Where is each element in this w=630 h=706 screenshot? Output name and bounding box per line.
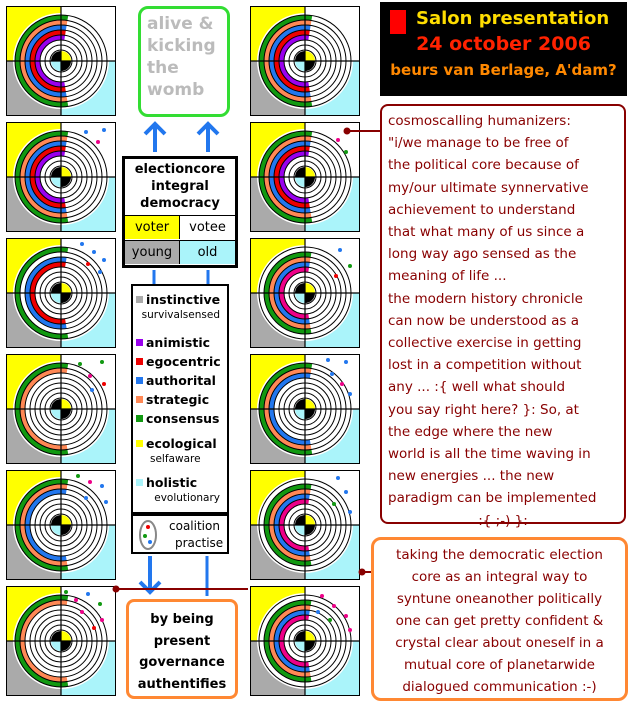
arrow-up-left-icon xyxy=(145,124,165,152)
scatter-dot xyxy=(338,248,342,252)
scatter-dot xyxy=(100,484,104,488)
quote-line: you say right here? }: So, at xyxy=(388,401,579,418)
scatter-dot xyxy=(336,476,340,480)
scatter-dot xyxy=(78,362,82,366)
arrow-up-right-icon xyxy=(198,124,218,152)
auth-line: present xyxy=(153,633,211,649)
scatter-dot xyxy=(348,510,352,514)
quote-line: that what many of us since a xyxy=(388,224,585,241)
circle-diagram-tile xyxy=(250,122,360,232)
scatter-dot xyxy=(64,590,68,594)
auth-line: governance xyxy=(139,655,225,670)
circle-diagram-tile xyxy=(6,470,116,580)
coalition-ellipse-icon xyxy=(137,518,159,552)
legend-item-strategic: strategic xyxy=(136,390,224,409)
scatter-dot xyxy=(336,138,340,142)
scatter-dot xyxy=(344,490,348,494)
legend-item-instinctive: instinctive xyxy=(136,290,224,309)
cell-voter: voter xyxy=(125,215,180,239)
swatch-icon xyxy=(136,339,143,346)
scatter-dot xyxy=(316,610,320,614)
swatch-icon xyxy=(136,479,143,486)
arrow-down-left-icon xyxy=(140,556,160,592)
scatter-dot xyxy=(98,602,102,606)
legend-item-authorital: authorital xyxy=(136,371,224,390)
democracy-line: one can get pretty confident & xyxy=(395,613,604,629)
quote-line: meaning of life ... xyxy=(388,268,507,285)
scatter-dot xyxy=(344,360,348,364)
scatter-dot xyxy=(96,140,100,144)
legend-sub-selfaware: selfaware xyxy=(150,453,201,465)
scatter-dot xyxy=(102,128,106,132)
scatter-dot xyxy=(86,262,90,266)
quote-line: long way ago sensed as the xyxy=(388,246,577,263)
election-core-title: electioncore integral democracy xyxy=(134,162,226,211)
legend-item-ecological: ecological xyxy=(136,434,224,453)
scatter-dot xyxy=(340,382,344,386)
scatter-dot xyxy=(80,242,84,246)
circle-diagram-tile xyxy=(6,6,116,116)
auth-line: authentifies xyxy=(137,676,227,692)
democracy-line: crystal clear about oneself in a xyxy=(395,635,604,651)
quote-line: the edge where the new xyxy=(388,423,553,440)
quote-line: collective exercise in getting xyxy=(388,335,582,352)
legend-sub-evolutionary: evolutionary xyxy=(154,492,220,504)
authentifies-box xyxy=(126,599,238,699)
quote-line: paradigm can be implemented xyxy=(388,490,597,507)
scatter-dot xyxy=(84,496,88,500)
scatter-dot xyxy=(328,618,332,622)
circle-diagram-tile xyxy=(250,238,360,348)
scatter-dot xyxy=(88,374,92,378)
election-core-box xyxy=(122,156,238,268)
scatter-dot xyxy=(80,610,84,614)
salon-location: beurs van Berlage, A'dam? xyxy=(390,61,617,79)
quote-line: lost in a competition without xyxy=(388,357,582,374)
circle-diagram-tile xyxy=(6,238,116,348)
democracy-line: mutual core of planetarwide xyxy=(404,657,595,673)
auth-line: by being xyxy=(150,612,214,627)
scatter-dot xyxy=(330,372,334,376)
scatter-dot xyxy=(74,598,78,602)
quote-line: the modern history chronicle xyxy=(388,290,583,307)
scatter-dot xyxy=(334,274,338,278)
scatter-dot xyxy=(344,614,348,618)
circle-diagram-tile xyxy=(250,354,360,464)
scatter-dot xyxy=(348,628,352,632)
democracy-line: core as an integral way to xyxy=(411,569,588,585)
democracy-line: syntune oneanother politically xyxy=(396,591,603,607)
scatter-dot xyxy=(326,358,330,362)
womb-box: alive & kicking the womb xyxy=(138,6,230,117)
scatter-dot xyxy=(332,604,336,608)
circle-diagram-tile xyxy=(250,6,360,116)
salon-date: 24 october 2006 xyxy=(416,33,591,55)
scatter-dot xyxy=(92,626,96,630)
quote-line: my/our ultimate synnervative xyxy=(388,179,589,196)
legend-box xyxy=(131,284,229,514)
scatter-dot xyxy=(90,388,94,392)
scatter-dot xyxy=(76,474,80,478)
swatch-icon xyxy=(136,377,143,384)
scatter-dot xyxy=(344,150,348,154)
scatter-dot xyxy=(98,270,102,274)
circle-diagram-tile xyxy=(6,586,116,696)
legend-item-egocentric: egocentric xyxy=(136,352,224,371)
scatter-dot xyxy=(84,130,88,134)
quote-line: new energies ... the new xyxy=(388,468,555,485)
cell-old: old xyxy=(180,240,235,264)
quote-line: cosmoscalling humanizers: xyxy=(388,113,571,129)
quote-line: :{ ;-) }: xyxy=(478,512,528,529)
swatch-icon xyxy=(136,296,143,303)
red-square-icon xyxy=(390,10,406,34)
scatter-dot xyxy=(348,392,352,396)
swatch-icon xyxy=(136,358,143,365)
circle-diagram-tile xyxy=(6,122,116,232)
scatter-dot xyxy=(102,258,106,262)
scatter-dot xyxy=(332,502,336,506)
swatch-icon xyxy=(136,415,143,422)
coalition-label: coalition xyxy=(169,519,220,533)
quote-line: the political core because of xyxy=(388,157,579,174)
legend-sub-survivalsensed: survivalsensed xyxy=(141,309,220,321)
circle-diagram-tile xyxy=(250,470,360,580)
democracy-line: taking the democratic election xyxy=(396,547,603,563)
practise-label: practise xyxy=(175,536,224,550)
quote-line: achievement to understand xyxy=(388,201,576,218)
scatter-dot xyxy=(104,500,108,504)
scatter-dot xyxy=(100,360,104,364)
legend-item-animistic: animistic xyxy=(136,333,224,352)
coalition-box xyxy=(131,514,229,554)
swatch-icon xyxy=(136,396,143,403)
quote-line: can now be understood as a xyxy=(388,312,579,329)
swatch-icon xyxy=(136,440,143,447)
scatter-dot xyxy=(102,382,106,386)
quote-line: any ... :{ well what should xyxy=(388,379,566,396)
salon-header xyxy=(380,2,627,96)
circle-diagram-tile xyxy=(250,586,360,696)
salon-title: Salon presentation xyxy=(416,8,610,29)
quote-box xyxy=(380,104,626,529)
circle-diagram-tile xyxy=(6,354,116,464)
legend-item-holistic: holistic xyxy=(136,473,224,492)
cell-votee: votee xyxy=(180,215,235,239)
quote-line: world is all the time waving in xyxy=(388,446,591,463)
democracy-box xyxy=(371,537,628,701)
quote-line: "i/we manage to be free of xyxy=(388,135,569,152)
scatter-dot xyxy=(348,264,352,268)
legend-item-consensus: consensus xyxy=(136,409,224,428)
scatter-dot xyxy=(320,594,324,598)
scatter-dot xyxy=(86,592,90,596)
scatter-dot xyxy=(88,480,92,484)
scatter-dot xyxy=(100,618,104,622)
democracy-line: dialogued communication :-) xyxy=(402,679,597,695)
cell-young: young xyxy=(125,240,180,264)
scatter-dot xyxy=(92,250,96,254)
